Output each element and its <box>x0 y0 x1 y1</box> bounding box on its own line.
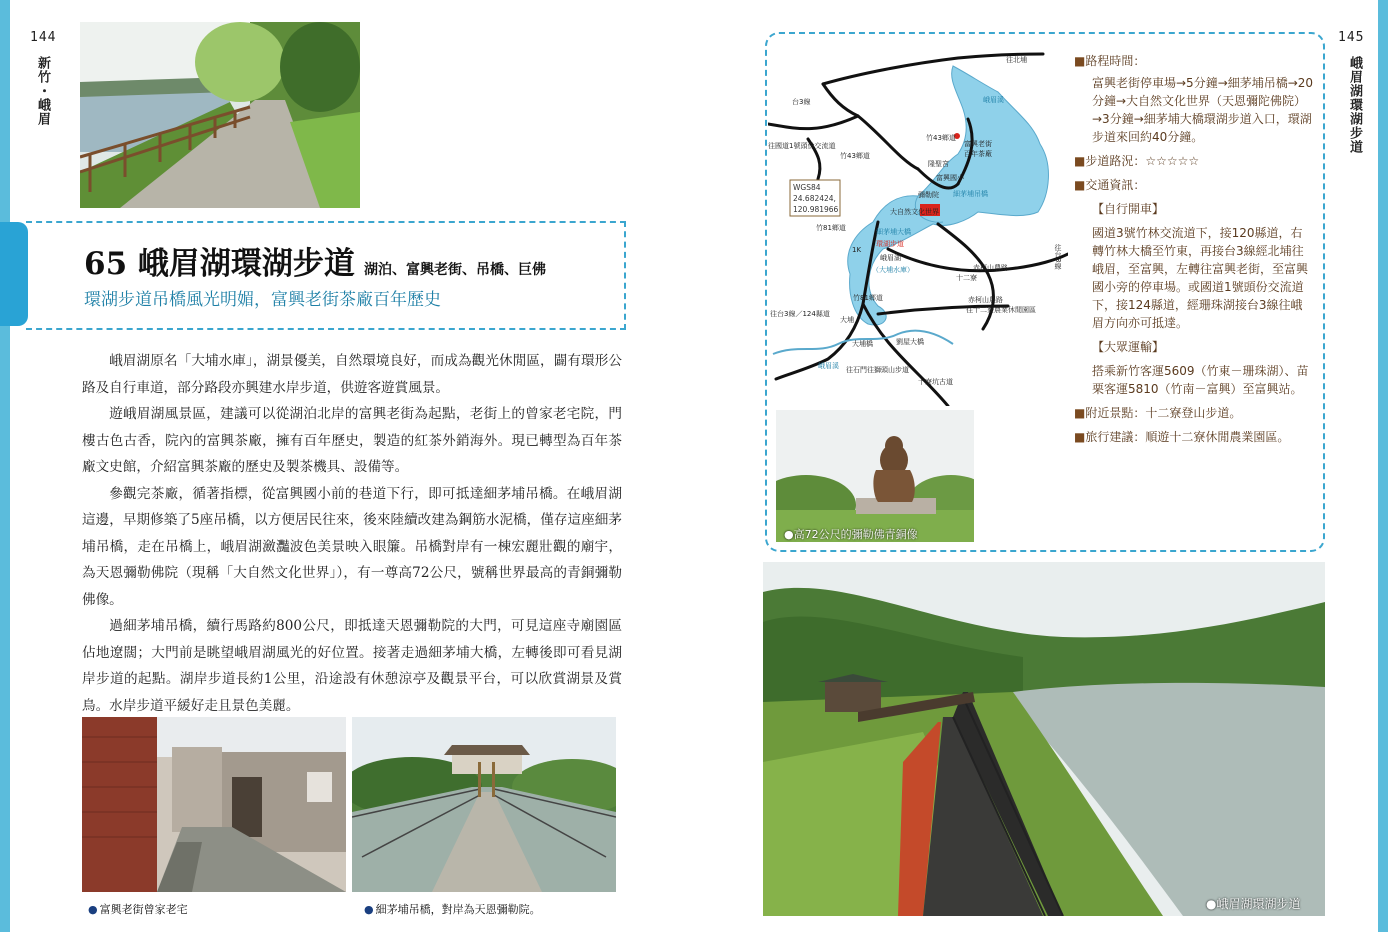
caption-old-house-text: 富興老街曾家老宅 <box>99 903 188 916</box>
gps-line-3: 120.981966 <box>793 205 839 214</box>
caption-bridge <box>364 901 541 917</box>
article-subtitle: 環湖步道吊橋風光明媚，富興老街茶廠百年歷史 <box>84 290 441 310</box>
map-label: 往北埔 <box>1006 56 1027 64</box>
trail-condition: ■步道路況：☆☆☆☆☆ <box>1074 154 1200 168</box>
trail-rating-stars: ☆☆☆☆☆ <box>1145 154 1200 168</box>
gps-line-2: 24.682424, <box>793 194 836 203</box>
caption-bridge-text: 細茅埔吊橋，對岸為天恩彌勒院。 <box>375 903 541 916</box>
caption-old-house <box>88 901 188 917</box>
title-main: 65 峨眉湖環湖步道 <box>84 246 355 282</box>
title-keywords: 湖泊、富興老街、吊橋、巨佛 <box>364 262 547 278</box>
travel-suggestion: ■旅行建議：順遊十二寮休閒農業園區。 <box>1074 430 1290 444</box>
map-label: 峨眉湖 <box>880 254 901 262</box>
lake-trail-photo <box>763 562 1325 916</box>
map-label: 十寮坑古道 <box>918 378 953 386</box>
paragraph-4: 過細茅埔吊橋，續行馬路約800公尺，即抵達天恩彌勒院的大門，可見這座寺廟園區佔地遼闊；大門前是眺望峨眉湖風光的好位置。接著走過細茅埔大橋，左轉後即可看見湖岸步道的起點。湖岸步道長約1公里，沿途設有休憩涼亭及觀景平台，可以欣賞湖景及賞鳥。水岸步道平緩好走且景色美麗。 <box>82 618 622 714</box>
map-label: 隆聖宮 <box>928 160 949 168</box>
square-bullet-icon: ■ <box>1074 430 1086 444</box>
self-drive-text: 國道3號竹林交流道下，接120縣道，右轉竹林大橋至竹東，再接台3線經北埔往峨眉，至富興，左轉往富興老街，至富興國小旁的停車場。或國道1號頭份交流道下，接124縣道，經珊珠湖接台3線往峨眉方向亦可抵達。 <box>1092 226 1309 330</box>
map-label: 往國道1號頭份交流道 <box>768 142 836 150</box>
map-label: 大埔 <box>840 316 854 324</box>
map-label: 十二寮 <box>956 274 977 282</box>
article-body <box>82 348 622 719</box>
map-label: 1K <box>852 246 862 254</box>
article-title <box>84 238 546 283</box>
side-tab-left: 新竹・峨眉 <box>35 56 50 126</box>
caption-lake-trail-text: 峨眉湖環湖步道 <box>1216 897 1301 911</box>
paragraph-2: 遊峨眉湖風景區，建議可以從湖泊北岸的富興老街為起點，老街上的曾家老宅院，門樓古色古香，院內的富興茶廠，擁有百年歷史，製造的紅茶外銷海外。現已轉型為百年茶廠文史館，介紹富興茶廠的歷史及製茶機具、設備等。 <box>82 406 622 475</box>
map-label: 峨眉溪 <box>983 96 1004 104</box>
caption-bullet-icon: ● <box>88 903 98 916</box>
caption-lake-trail <box>1206 895 1301 912</box>
map-label: 往十二寮農業休閒園區 <box>966 306 1036 314</box>
nearby-spots: ■附近景點：十二寮登山步道。 <box>1074 406 1242 420</box>
left-page-edge <box>0 0 10 932</box>
lakeside-path-photo <box>80 22 360 208</box>
old-house-photo <box>82 717 346 892</box>
gps-line-1: WGS84 <box>793 183 821 192</box>
map-label: 竹43鄉道 <box>840 152 870 160</box>
right-page-edge <box>1378 0 1388 932</box>
map-label: 竹81鄉道 <box>816 224 846 232</box>
caption-buddha-text: 高72公尺的彌勒佛青銅像 <box>793 528 918 541</box>
map-label: 赤柯山農路 <box>973 264 1008 272</box>
public-transport-text: 搭乘新竹客運5609（竹東－珊珠湖）、苗栗客運5810（竹南－富興）至富興站。 <box>1092 364 1309 396</box>
side-tab-right: 峨眉湖環湖步道 <box>1347 56 1362 154</box>
caption-buddha <box>784 526 918 542</box>
square-bullet-icon: ■ <box>1074 178 1086 192</box>
map-label: 環湖步道 <box>876 240 904 248</box>
caption-bullet-icon: ● <box>1206 897 1217 911</box>
map-label: 彌勒院 <box>918 191 939 199</box>
map-label: 往台3線 <box>1054 244 1062 270</box>
map-label: 大埔橋 <box>852 340 873 348</box>
map-label: 往台3線／124縣道 <box>770 310 830 318</box>
emei-lake <box>848 66 1049 325</box>
map-label: 百年茶廠 <box>964 150 992 158</box>
map-label: 細茅埔大橋 <box>876 228 911 236</box>
map-label: 峨眉溪 <box>818 362 839 370</box>
map-label: （大埔水庫） <box>872 266 914 274</box>
caption-bullet-icon: ● <box>784 528 794 541</box>
suspension-bridge-photo <box>352 717 616 892</box>
info-panel <box>1074 46 1314 450</box>
map-label: 赤柯山農路 <box>968 296 1003 304</box>
square-bullet-icon: ■ <box>1074 154 1086 168</box>
map-label: 竹81鄉道 <box>853 294 883 302</box>
map-label: 劉屋大橋 <box>896 338 924 346</box>
route-map <box>768 44 1068 406</box>
map-label: 往石門往獅頭山步道 <box>846 366 909 374</box>
page-number-left: 144 <box>30 30 57 45</box>
map-label: 富興老街 <box>964 140 992 148</box>
square-bullet-icon: ■ <box>1074 54 1086 68</box>
map-label: 台3線 <box>792 98 811 106</box>
buddha-statue-photo <box>776 410 974 542</box>
map-label: 細茅埔吊橋 <box>953 190 988 198</box>
square-bullet-icon: ■ <box>1074 406 1086 420</box>
route-time-text: 富興老街停車場→5分鐘→細茅埔吊橋→20分鐘→大自然文化世界（天恩彌陀佛院）→3分鐘→細茅埔大橋環湖步道入口，環湖步道來回約40分鐘。 <box>1092 76 1314 144</box>
public-transport-label: 【大眾運輸】 <box>1092 340 1165 354</box>
transport-heading: ■交通資訊： <box>1074 178 1146 192</box>
map-label: 竹43鄉道 <box>926 134 956 142</box>
route-time-heading: ■路程時間： <box>1074 54 1146 68</box>
map-label: 富興國小 <box>936 174 964 182</box>
left-title-tab <box>0 222 28 326</box>
paragraph-1: 峨眉湖原名「大埔水庫」，湖景優美，自然環境良好，而成為觀光休閒區，闢有環形公路及自行車道，部分路段亦興建水岸步道，供遊客遊賞風景。 <box>82 353 622 396</box>
page-number-right: 145 <box>1338 30 1365 45</box>
caption-bullet-icon: ● <box>364 903 374 916</box>
self-drive-label: 【自行開車】 <box>1092 202 1165 216</box>
paragraph-3: 參觀完茶廠，循著指標，從富興國小前的巷道下行，即可抵達細茅埔吊橋。在峨眉湖這邊，早期修築了5座吊橋，以方便居民往來，後來陸續改建為鋼筋水泥橋，僅存這座細茅埔吊橋，走在吊橋上，峨眉湖瀲灩波色美景映入眼簾。吊橋對岸有一棟宏麗壯觀的廟宇，為天恩彌勒佛院（現稱「大自然文化世界」），有一尊高72公尺，號稱世界最高的青銅彌勒佛像。 <box>82 485 622 608</box>
map-label: 大自然文化世界 <box>890 208 939 216</box>
